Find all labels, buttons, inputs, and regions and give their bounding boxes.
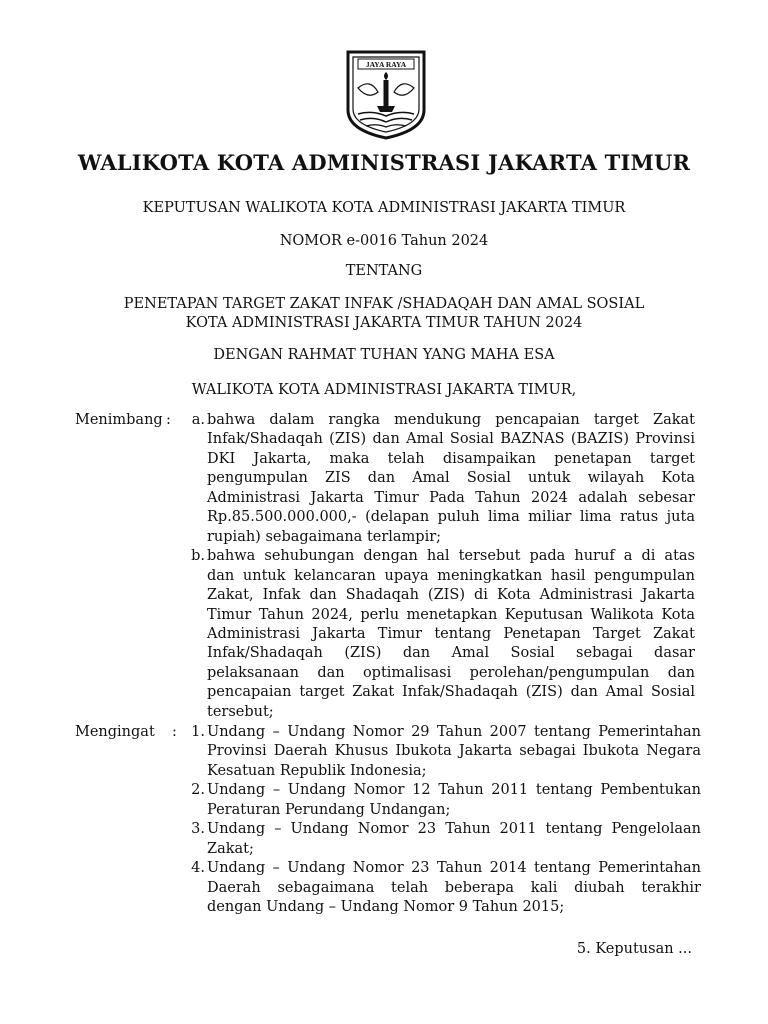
mengingat-item-line: Provinsi Daerah Khusus Ibukota Jakarta sebagai Ibukota Negara xyxy=(207,743,701,760)
mengingat-item-line: Daerah sebagaimana telah beberapa kali diubah terakhir xyxy=(207,879,701,896)
menimbang-item-line: DKI Jakarta, maka telah disampaikan penetapan target xyxy=(207,450,695,467)
menimbang-item-line: pencapaian target Zakat Infak/Shadaqah (ZIS) dan Amal Sosial xyxy=(207,684,695,701)
mengingat-item-marker: 1. xyxy=(191,724,205,740)
menimbang-item-line: bahwa sehubungan dengan hal tersebut pada huruf a di atas xyxy=(207,548,695,565)
mengingat-item-line: Undang – Undang Nomor 23 Tahun 2014 tentang Pemerintahan xyxy=(207,860,701,877)
menimbang-item-line: tersebut; xyxy=(207,703,274,720)
invocation: DENGAN RAHMAT TUHAN YANG MAHA ESA xyxy=(213,347,555,363)
menimbang-item-line: pelaksanaan dan optimalisasi perolehan/pengumpulan dan xyxy=(207,664,695,681)
menimbang-item-line: Infak/Shadaqah (ZIS) dan Amal Sosial sebagai dasar xyxy=(207,645,695,662)
authority-heading: WALIKOTA KOTA ADMINISTRASI JAKARTA TIMUR, xyxy=(191,382,577,398)
menimbang-item-line: Zakat, Infak dan Shadaqah (ZIS) di Kota Administrasi Jakarta xyxy=(207,587,695,604)
mengingat-item-line: Peraturan Perundang Undangan; xyxy=(207,801,451,818)
mengingat-item-marker: 4. xyxy=(191,860,205,877)
about-heading: TENTANG xyxy=(345,263,423,279)
menimbang-item-line: Infak/Shadaqah (ZIS) dan Amal Sosial BAZNAS (BAZIS) Provinsi xyxy=(207,431,695,448)
jaya-raya-emblem xyxy=(344,48,428,140)
mengingat-item-marker: 3. xyxy=(191,821,205,838)
menimbang-colon: : xyxy=(166,412,171,428)
menimbang-item-line: bahwa dalam rangka mendukung pencapaian target Zakat xyxy=(207,412,695,428)
mengingat-item-line: Undang – Undang Nomor 29 Tahun 2007 tentang Pemerintahan xyxy=(207,724,701,740)
menimbang-item-line: dan untuk kelancaran upaya meningkatkan hasil pengumpulan xyxy=(207,567,695,584)
svg-text:JAYA RAYA: JAYA RAYA xyxy=(365,60,407,69)
menimbang-item-line: rupiah) sebagaimana terlampir; xyxy=(207,528,442,545)
decree-heading: KEPUTUSAN WALIKOTA KOTA ADMINISTRASI JAKARTA TIMUR xyxy=(142,200,626,216)
menimbang-label: Menimbang xyxy=(75,412,163,428)
mengingat-item-marker: 2. xyxy=(191,782,205,799)
mengingat-item-line: dengan Undang – Undang Nomor 9 Tahun 2015; xyxy=(207,899,565,916)
menimbang-item-line: Rp.85.500.000.000,- (delapan puluh lima miliar lima ratus juta xyxy=(207,509,695,526)
mengingat-item-line: Kesatuan Republik Indonesia; xyxy=(207,762,427,779)
subject-line-1: PENETAPAN TARGET ZAKAT INFAK /SHADAQAH DAN AMAL SOSIAL xyxy=(123,296,645,312)
menimbang-item-marker: b. xyxy=(191,548,205,565)
document-title: WALIKOTA KOTA ADMINISTRASI JAKARTA TIMUR xyxy=(77,150,691,175)
menimbang-item-line: Administrasi Jakarta Timur Pada Tahun 2024 adalah sebesar xyxy=(207,489,695,506)
subject-line-2: KOTA ADMINISTRASI JAKARTA TIMUR TAHUN 2024 xyxy=(185,315,583,331)
mengingat-label: Mengingat xyxy=(75,724,155,740)
decree-number: NOMOR e-0016 Tahun 2024 xyxy=(279,233,489,249)
menimbang-item-line: Timur Tahun 2024, perlu menetapkan Keputusan Walikota Kota xyxy=(207,606,695,623)
mengingat-item-line: Zakat; xyxy=(207,840,254,857)
mengingat-item-line: Undang – Undang Nomor 12 Tahun 2011 tentang Pembentukan xyxy=(207,782,701,799)
continuation-note: 5. Keputusan ... xyxy=(576,941,692,957)
menimbang-item-line: Administrasi Jakarta Timur tentang Penetapan Target Zakat xyxy=(207,625,695,642)
menimbang-item-line: pengumpulan ZIS dan Amal Sosial untuk wilayah Kota xyxy=(207,470,695,487)
mengingat-item-line: Undang – Undang Nomor 23 Tahun 2011 tentang Pengelolaan xyxy=(207,821,701,838)
menimbang-item-marker: a. xyxy=(191,412,205,428)
mengingat-colon: : xyxy=(172,724,177,740)
